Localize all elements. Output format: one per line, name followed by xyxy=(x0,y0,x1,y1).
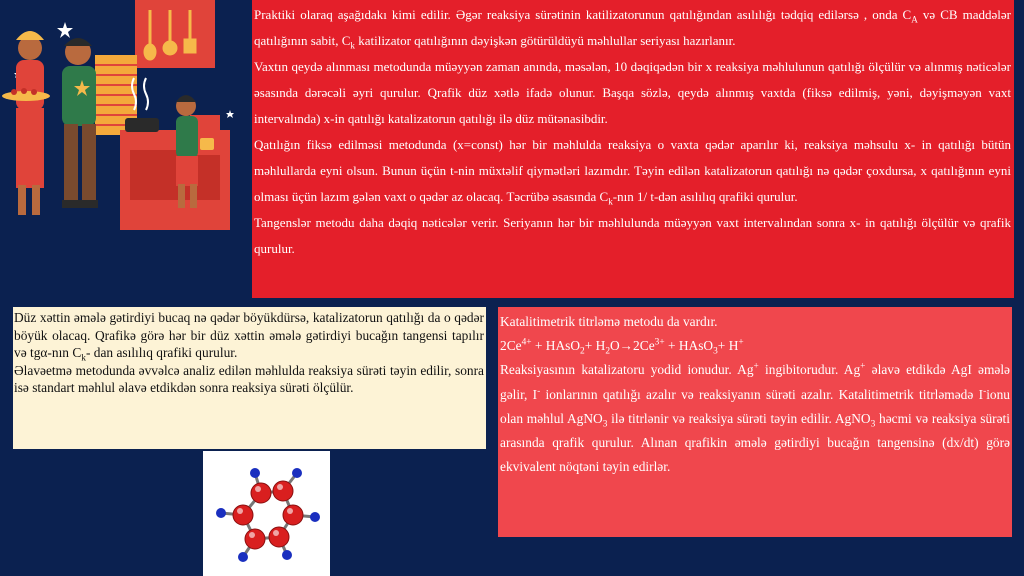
paragraph: Praktiki olaraq aşağıdakı kimi edilir. Əgər reaksiya sürətinin katilizatorunun qatılığından asılılığı tədqiq edilərsə , onda $C_A$ və CB maddələr qatılığının sabit, $C_k$ katilizator qatılığının dəyişkən götürüldüyü məhlullar seriyası hazırlanır. xyxy=(254,7,1011,51)
intro-text-block xyxy=(252,0,1014,298)
tangent-method-text-block xyxy=(13,307,486,449)
titration-text-block xyxy=(498,307,1012,537)
reaction-equation: $2Ce^{4+}$ + HAsO$_2$+ $H_2O\to 2Ce^{3+}$ + HAsO$_3$+ H+ xyxy=(500,337,744,357)
paragraph: Qatılığın fiksə edilməsi metodunda (x=const) hər bir məhlulda reaksiya o vaxta qədər aparılır ki, reaksiya məhsulu x- in qatılığı bütün məhlullarda eyni olsun. Bunun üçün t-nin müxtəlif qiymətləri lazımdır. Təyin edilən katalizatorun qatılığı nə qədər çoxdursa, x qatılığının eyni olması üçün lazım gələn vaxt o qədər az olacaq. Təcrübə əsasında $C_k$-nın 1/ t-dən asılılıq qrafiki qurulur. xyxy=(254,137,1011,207)
paragraph: Katalitimetrik titrləmə metodu da vardır. xyxy=(500,314,718,329)
paragraph: Reaksiyasının katalizatoru yodid ionudur. Ag+ ingibitorudur. Ag+ əlavə etdikdə AgI əmələ gəlir, I- ionlarının qatılığı azalır və reaksiyanın sürəti azalır. Katalitimetrik titrləmədə I-ionu olan məhlul AgNO$_3$ ilə titrlənir və reaksiya sürəti təyin edilir. AgNO$_3$ həcmi və reaksiya sürəti arasında qrafik qurulur. Alınan qrafikin əmələ gətirdiyi bucağın tangensinə (dx/dt) görə ekvivalent nöqtəni təyin edirlər. xyxy=(500,361,1010,475)
paragraph: Əlavəetmə metodunda əvvəlcə analiz edilən məhlulda reaksiya sürəti təyin edilir, sonra isə standart məhlul əlavə etdikdən sonra reaksiya sürəti ölçülür. xyxy=(14,362,484,395)
molecule-model-image xyxy=(203,451,330,576)
woman-figure xyxy=(2,31,50,215)
paragraph: Düz xəttin əmələ gətirdiyi bucaq nə qədər böyükdürsə, katalizatorun qatılığı da o qədər böyük olacaq. Qrafikə görə hər bir düz xəttin əmələ gətirdiyi bucağın tangensi tapılır və tgα-nın $C_k-$ dan asılılıq qrafiki qurulur. xyxy=(14,310,484,364)
man-figure xyxy=(62,38,98,208)
paragraph: Vaxtın qeydə alınması metodunda müəyyən zaman anında, məsələn, 10 dəqiqədən bir x reaksiya məhlulunun qatılığı ölçülür və alınmış nəticələr əsasında dərəcəli əyri qurulur. Qrafik düz xətlə ifadə olunur. Başqa sözlə, qeydə alınmış vaxtda (fiksə edilmiş, yəni, dəyişməyən vaxt intervalında) x-in qatılığı katalizatorun qatılığı ilə düz mütənasibdir. xyxy=(254,59,1011,126)
family-cooking-illustration xyxy=(0,0,250,250)
paragraph: Tangenslər metodu daha dəqiq nəticələr verir. Seriyanın hər bir məhlulunda müəyyən vaxt intervalından sonra x- in qatılığı ölçülür və qrafik qurulur. xyxy=(254,215,1011,256)
pot xyxy=(125,118,159,132)
